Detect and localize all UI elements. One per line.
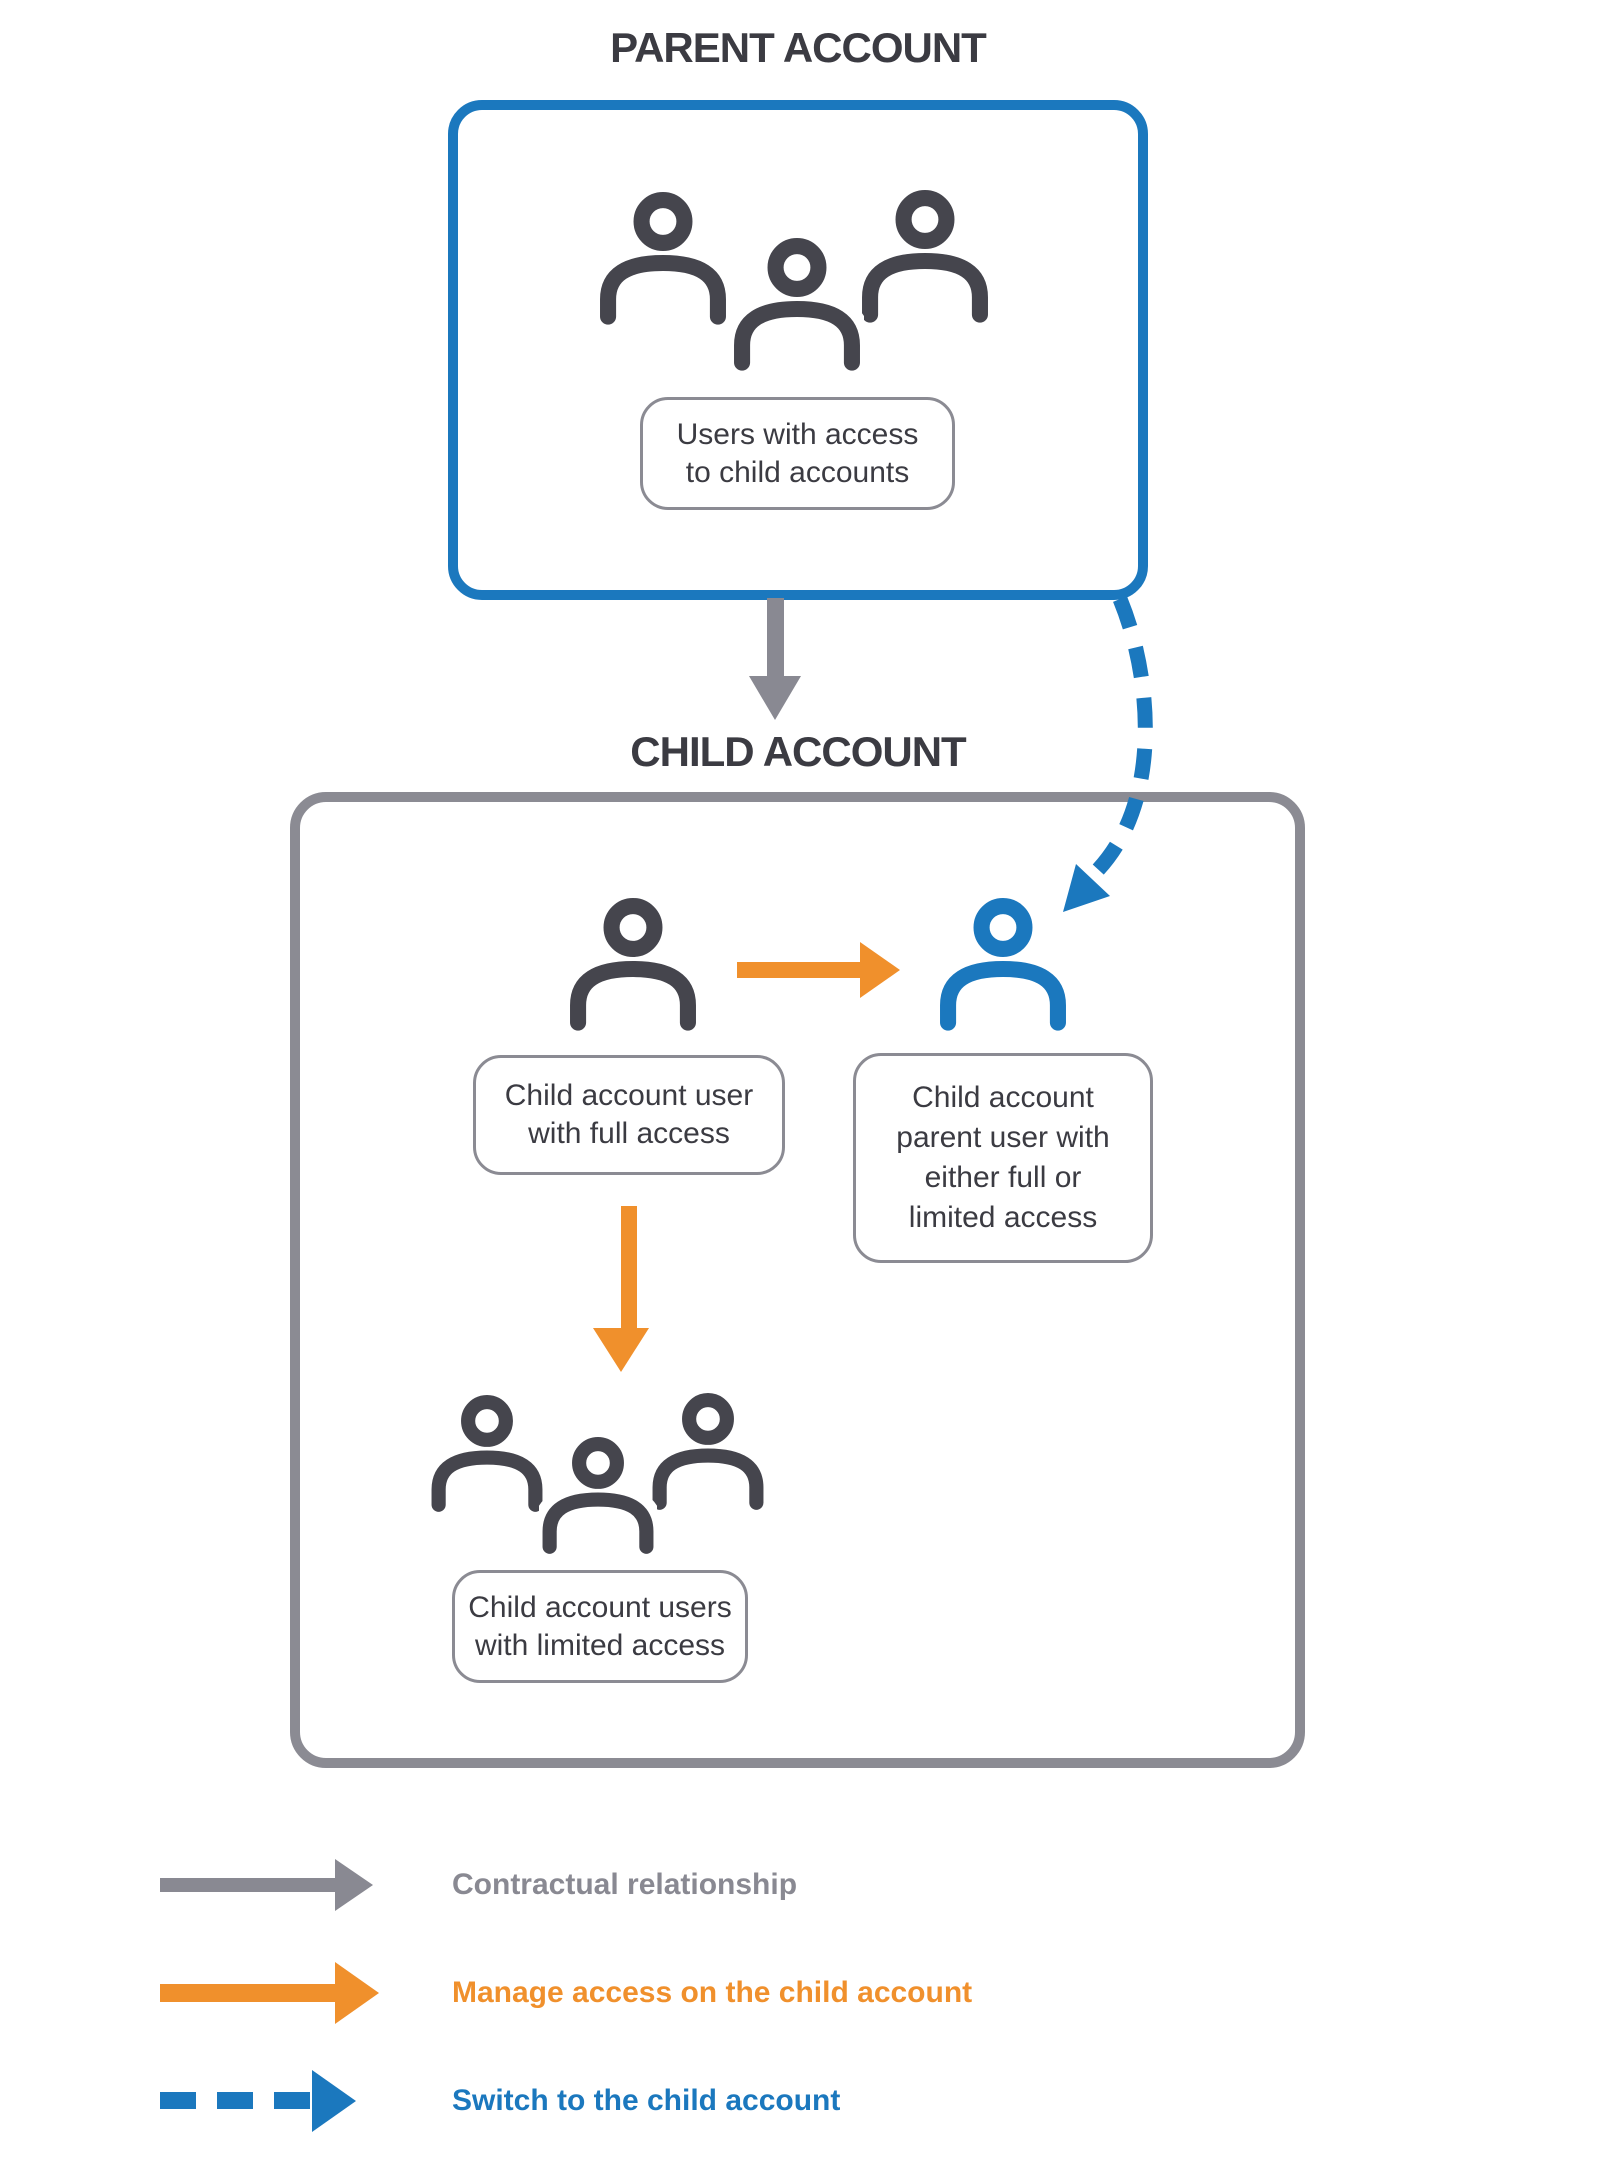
- child-account-box: [290, 792, 1305, 1768]
- parent-user-label: Child account parent user with either full or limited access: [853, 1053, 1153, 1263]
- user-icon: [649, 1393, 767, 1511]
- legend-contractual-label: Contractual relationship: [452, 1868, 798, 1901]
- user-icon: [566, 898, 700, 1032]
- legend-manage-access-label: Manage access on the child account: [452, 1976, 973, 2009]
- manage-access-down-arrow-head: [593, 1328, 649, 1372]
- user-icon: [539, 1437, 657, 1555]
- manage-access-arrow-head: [860, 942, 900, 998]
- legend-contractual-arrow: [160, 1878, 335, 1892]
- legend-switch-arrow-dash: [160, 2092, 196, 2109]
- parent-account-title: PARENT ACCOUNT: [610, 24, 986, 71]
- legend-switch-arrow-dash: [274, 2092, 310, 2109]
- parent-users-label: Users with access to child accounts: [640, 397, 955, 510]
- manage-access-down-arrow-shaft: [621, 1206, 637, 1330]
- legend-switch-arrow-dash: [217, 2092, 253, 2109]
- user-icon: [428, 1395, 546, 1513]
- child-account-title: CHILD ACCOUNT: [630, 728, 966, 775]
- manage-access-arrow-shaft: [737, 962, 864, 978]
- legend-contractual-arrow-head: [335, 1859, 373, 1911]
- user-icon: [596, 192, 730, 326]
- legend-switch-label: Switch to the child account: [452, 2084, 841, 2117]
- contractual-arrow-head: [749, 676, 801, 720]
- contractual-arrow-shaft: [767, 598, 784, 680]
- legend-switch-arrow-head: [312, 2070, 356, 2132]
- user-icon: [730, 238, 864, 372]
- limited-users-label: Child account users with limited access: [452, 1570, 748, 1683]
- parent-user-icon: [936, 898, 1070, 1032]
- full-access-user-label: Child account user with full access: [473, 1055, 785, 1175]
- legend-manage-access-arrow: [160, 1984, 335, 2002]
- legend-manage-access-arrow-head: [335, 1962, 379, 2024]
- user-icon: [858, 190, 992, 324]
